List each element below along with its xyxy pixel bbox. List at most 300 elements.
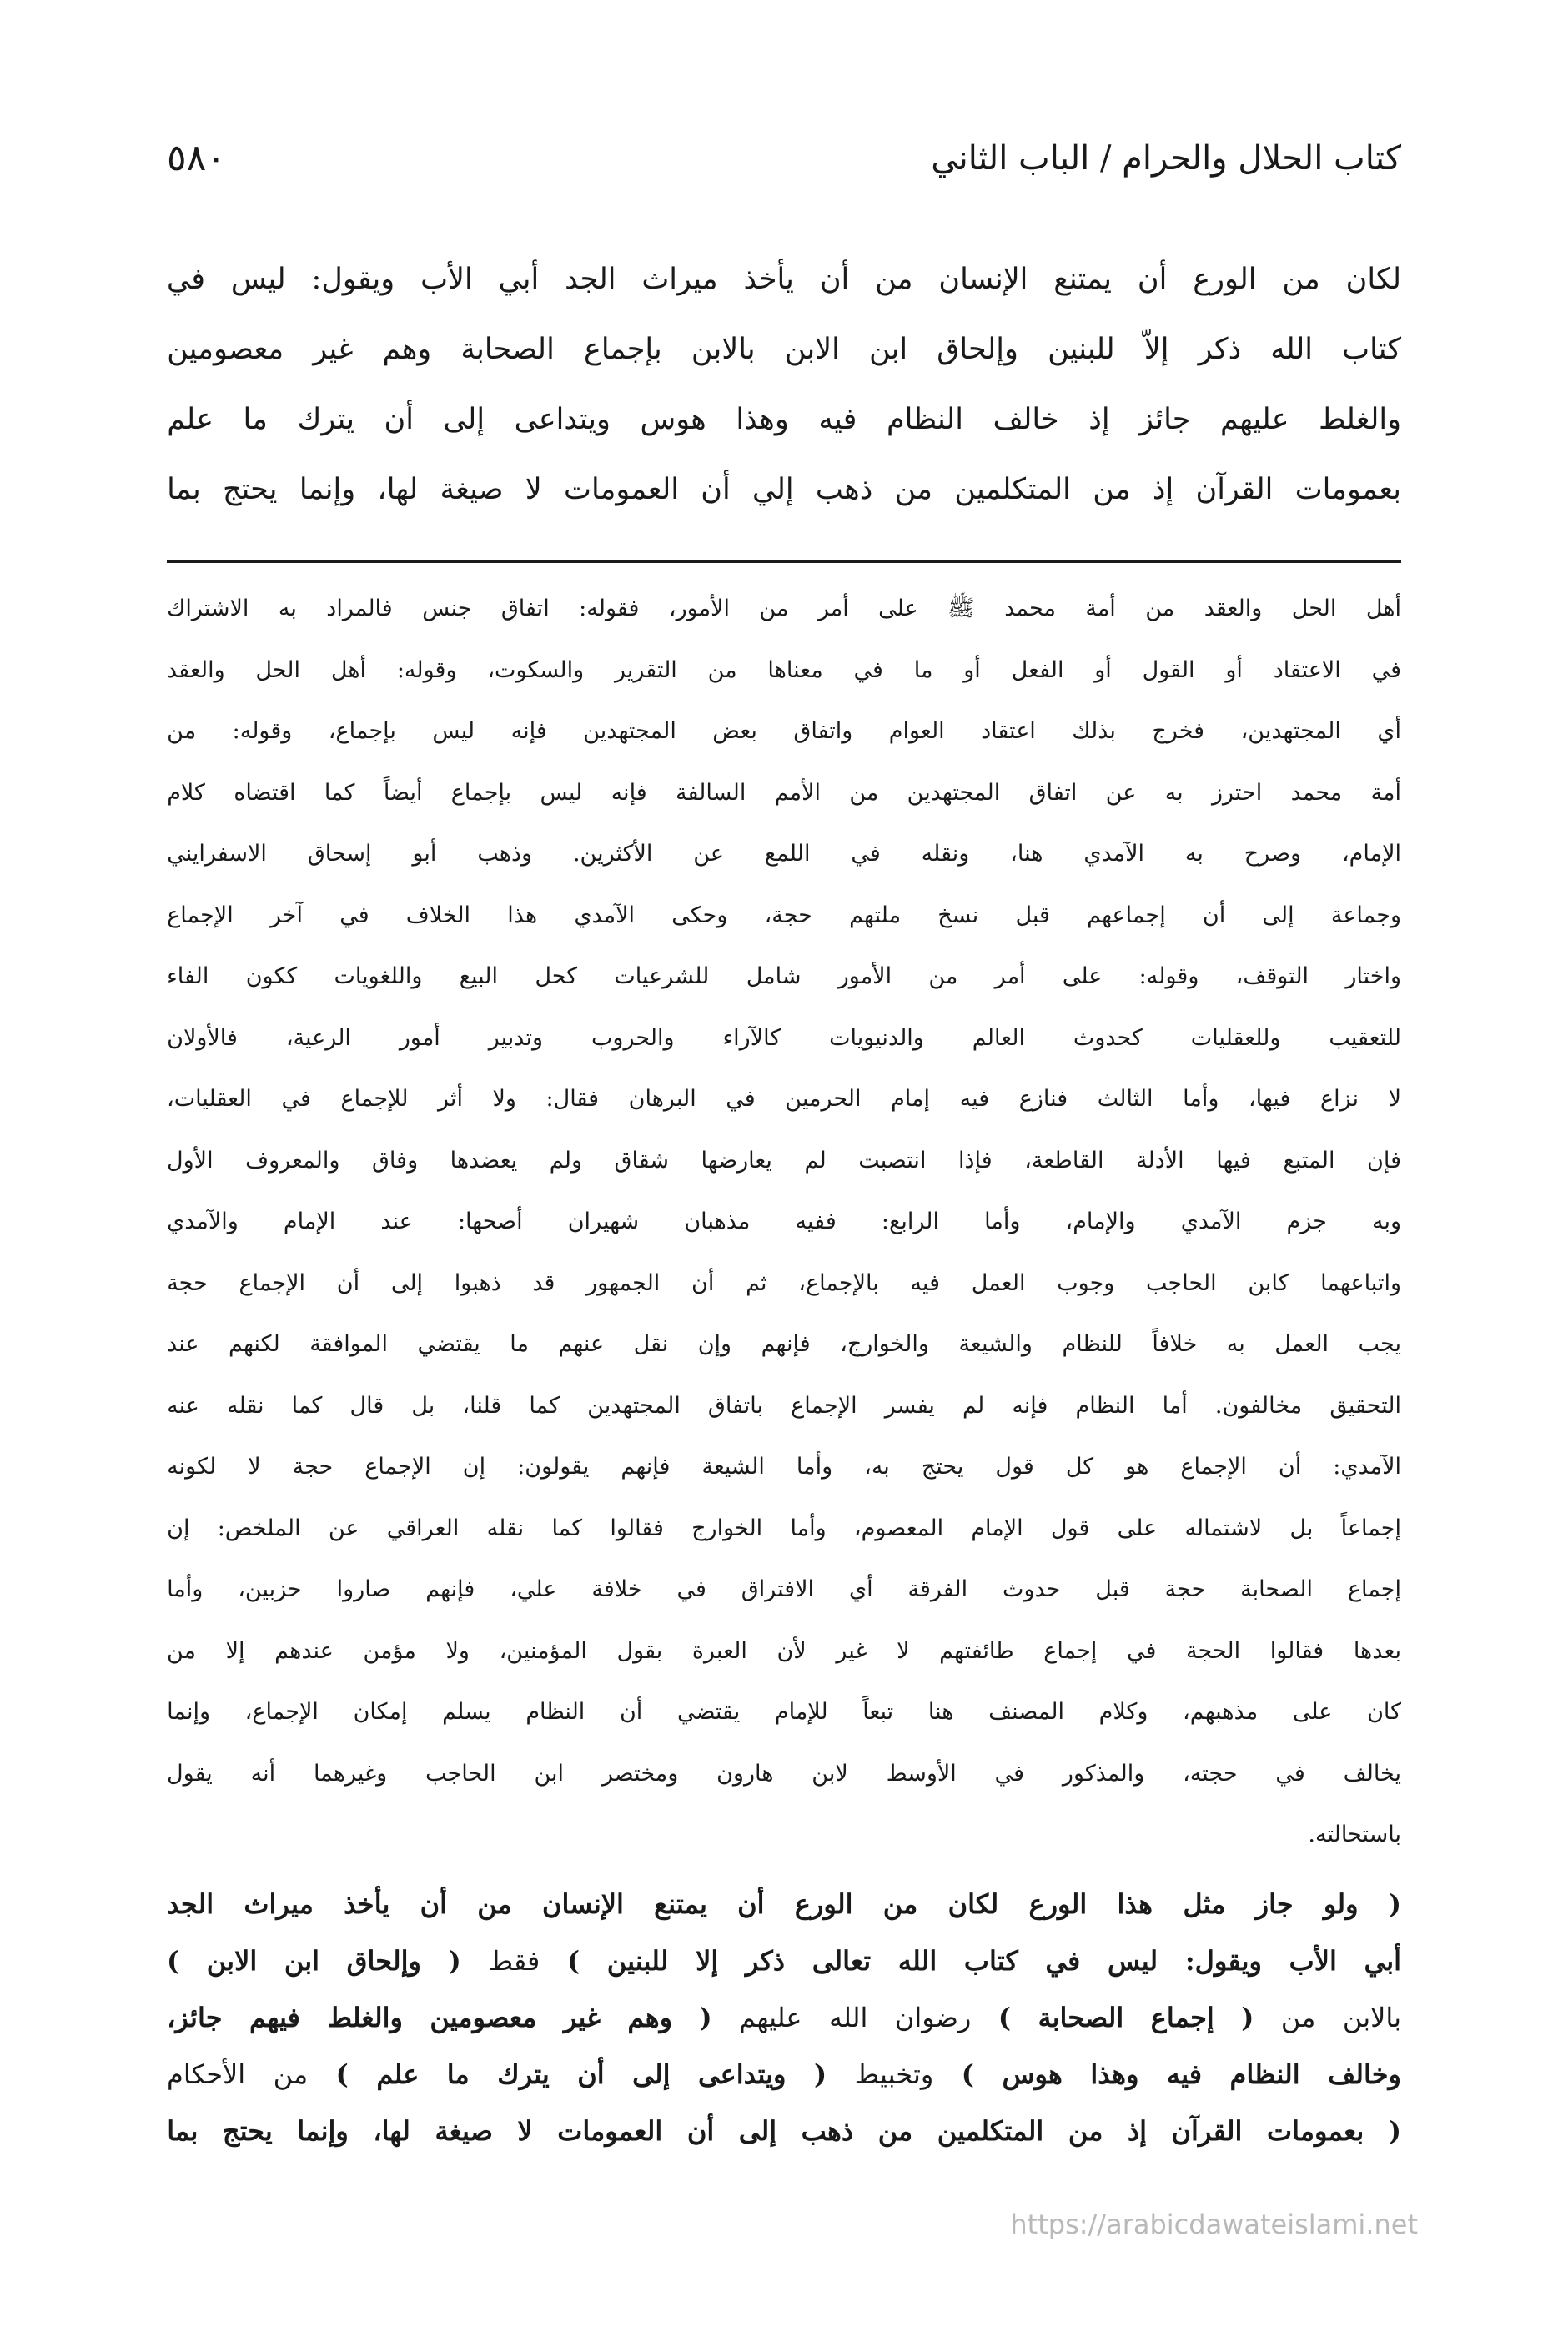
word: كل [1065, 1454, 1094, 1480]
footnote-line [167, 1319, 1401, 1370]
word: الصحابة [1240, 1576, 1313, 1602]
word: الحل [1291, 596, 1337, 621]
footnote-line [167, 1504, 1401, 1554]
word: الأكثرين. [572, 841, 653, 867]
word: جائز، [167, 2002, 223, 2033]
word: الإمام [283, 1209, 336, 1234]
word: أمور [399, 1024, 440, 1051]
main-line [167, 460, 1401, 519]
word: يأخذ [344, 1888, 390, 1920]
word: بإجماع [583, 333, 662, 366]
word: نقل [633, 1331, 669, 1357]
word: الحاجب [1146, 1269, 1217, 1296]
word: أن [420, 1888, 447, 1920]
word: فيها [1216, 1147, 1251, 1174]
word: ميراث [641, 263, 718, 296]
word: أما [1162, 1392, 1188, 1419]
word: أبي [1364, 1945, 1401, 1977]
word: معناها [767, 656, 823, 683]
word: وقوله: [396, 656, 457, 683]
word: ) [961, 2058, 974, 2090]
word: في [1275, 1760, 1305, 1787]
word: أمة [1085, 596, 1116, 621]
word: قلنا، [462, 1392, 502, 1419]
word: محمد [1290, 779, 1343, 806]
word: ابن [869, 333, 908, 366]
word: حجته، [1183, 1760, 1238, 1787]
word: والعقد [1204, 596, 1263, 621]
word: الفاء [167, 963, 209, 989]
word: ( [1388, 1888, 1401, 1920]
word: الورع [1028, 1888, 1088, 1920]
word: يحتج [222, 2115, 273, 2147]
word: يحتج [921, 1454, 964, 1480]
word: إلا [225, 1637, 245, 1664]
footnote-line [167, 1074, 1401, 1124]
word: ذهب [801, 2115, 854, 2147]
word: وجوب [1057, 1269, 1115, 1296]
word: قبل [1015, 902, 1050, 928]
word: الإجماع [1180, 1454, 1247, 1480]
word: بل [411, 1392, 435, 1419]
footnote-line [167, 891, 1401, 941]
word: الآمدي [574, 902, 636, 928]
commentary-line [167, 2103, 1401, 2159]
word: فالأولان [167, 1024, 238, 1051]
word: فالمراد [326, 596, 393, 621]
word: الإمام [971, 1515, 1023, 1541]
word: أي [1377, 718, 1401, 744]
word: العوام [888, 718, 945, 744]
word: بقول [616, 1637, 663, 1664]
word: ( [813, 2058, 827, 2090]
word: قد [532, 1269, 555, 1296]
word: علي، [510, 1576, 557, 1602]
word: والعقد [167, 656, 225, 683]
footnote-line [167, 1259, 1401, 1309]
word: أن [819, 263, 850, 296]
word: ) [566, 1945, 580, 1977]
word: للبنين [1048, 333, 1115, 366]
commentary-line [167, 1933, 1401, 1988]
word: إلى [632, 2058, 671, 2090]
word: إجماع [1347, 1576, 1401, 1602]
word: فإن [1367, 1147, 1401, 1174]
word: المجتهدين [587, 1392, 681, 1419]
word: حدوث [1003, 1576, 1061, 1602]
word: هنا، [1010, 841, 1043, 867]
word: اعتقاد [981, 718, 1036, 744]
word: كحدوث [1073, 1024, 1143, 1051]
word: الإمام، [1341, 841, 1401, 867]
word: يخالف [1343, 1760, 1401, 1787]
word: وخالف [1328, 2058, 1401, 2090]
word: وإن [697, 1331, 732, 1357]
word: أصحها: [457, 1209, 523, 1234]
word: هوس [1002, 2058, 1063, 2090]
word: الحجة [1186, 1637, 1241, 1664]
word: كان [1367, 1699, 1401, 1725]
word: لابن [812, 1760, 848, 1787]
word: والإمام، [1065, 1209, 1136, 1234]
word: الثالث [1097, 1086, 1153, 1112]
word: صاروا [336, 1576, 391, 1602]
word: بذلك [1072, 718, 1116, 744]
word: لكان [947, 1888, 999, 1920]
word: وحكى [671, 902, 728, 928]
word: ( [699, 2002, 712, 2033]
word: التحقيق [1329, 1392, 1401, 1419]
word: إلى [390, 1269, 424, 1296]
word: المتبع [1283, 1147, 1335, 1174]
word: بعض [712, 718, 757, 744]
word: الآمدي: [1333, 1454, 1401, 1480]
word: يترك [297, 403, 354, 436]
footnote-line [167, 1565, 1401, 1615]
word: شامل [746, 963, 802, 989]
word: فقوله: [579, 596, 640, 621]
word: يأخذ [743, 263, 794, 296]
word: في [1045, 1945, 1081, 1977]
word: عليهم [1220, 403, 1289, 436]
word: فقالوا [610, 1515, 664, 1541]
word: جنس [422, 596, 472, 621]
word: فإنه [510, 718, 547, 744]
word: ولو [1323, 1888, 1359, 1920]
word: والمذكور [1062, 1760, 1145, 1787]
word: لا [517, 2115, 533, 2147]
word: من [1068, 2115, 1103, 2147]
word: في [726, 1086, 756, 1112]
word: يعضدها [450, 1147, 518, 1174]
word: لا [897, 1637, 910, 1664]
word: فيهم [249, 2002, 300, 2033]
word: الخوارج [691, 1515, 763, 1541]
word: ولا [445, 1637, 470, 1664]
word: هذا [507, 902, 538, 928]
word: وإلحاق [937, 333, 1018, 366]
word: إلى [443, 403, 485, 436]
footnote-line [167, 1626, 1401, 1676]
word: يجب [1358, 1331, 1401, 1357]
commentary-line [167, 1877, 1401, 1932]
word: ولم [549, 1147, 582, 1174]
word: بعدها [1353, 1637, 1401, 1664]
word: العمومات [564, 473, 679, 506]
word: هو [1125, 1454, 1149, 1480]
word: اللمع [764, 841, 811, 867]
word: السالفة [676, 779, 746, 806]
footnote-line [167, 1442, 1401, 1492]
word: المعصوم، [853, 1515, 944, 1541]
word: المصنف [988, 1699, 1064, 1725]
word: أن [577, 2058, 605, 2090]
word: باستحالته. [1308, 1822, 1401, 1847]
word: العالم [972, 1024, 1025, 1051]
word: ولا [492, 1086, 516, 1112]
word: يقول [167, 1760, 213, 1787]
word: ) [167, 1945, 180, 1977]
word: الآمدي [1180, 1209, 1242, 1234]
word: إلي [752, 473, 794, 506]
word: أن [1202, 902, 1226, 928]
word: الأدلة [1136, 1147, 1184, 1174]
word: من [273, 2058, 309, 2090]
word: تبعاً [862, 1699, 894, 1725]
word: في [281, 1086, 311, 1112]
word: وهم [382, 333, 432, 366]
word: لكان [1345, 263, 1401, 296]
word: وإنما [167, 1699, 210, 1725]
word: في [1371, 656, 1401, 683]
word: ذكر [1198, 333, 1242, 366]
word: معصومين [167, 333, 284, 366]
word: تعالى [812, 1945, 872, 1977]
word: والخوارج، [840, 1331, 929, 1357]
word: في [994, 1760, 1025, 1787]
word: وقوله: [232, 718, 293, 744]
word: لا [525, 473, 542, 506]
word: خلافاً [1152, 1331, 1198, 1357]
word: ويتداعى [514, 403, 611, 436]
word: لم [962, 1392, 985, 1419]
word: من [167, 1637, 197, 1664]
word: التوقف، [1235, 963, 1309, 989]
word: من [882, 1888, 918, 1920]
word: يسلم [442, 1699, 491, 1725]
word: عليهم [739, 2002, 802, 2033]
word: العقليات، [167, 1086, 252, 1112]
word: قول [995, 1454, 1034, 1480]
word: به [1184, 841, 1204, 867]
word: والسكوت، [487, 656, 585, 683]
word: الافتراق [741, 1576, 815, 1602]
word: فإنهم [621, 1454, 671, 1480]
watermark: https://arabicdawateislami.net [1010, 2209, 1418, 2240]
word: وإنما [299, 473, 356, 506]
word: الإجماع [167, 902, 234, 928]
word: الأب [420, 263, 473, 296]
main-line [167, 390, 1401, 449]
word: باتفاق [707, 1392, 764, 1419]
word: الإجماع [239, 1269, 306, 1296]
word: وقوله: [1138, 963, 1199, 989]
word: العمومات [557, 2115, 663, 2147]
word: لكونه [167, 1454, 217, 1480]
footnote-line [167, 706, 1401, 756]
word: وصرح [1244, 841, 1302, 867]
word: هارون [716, 1760, 774, 1787]
word: الصحابة [1038, 2002, 1124, 2033]
word: من [877, 2115, 913, 2147]
word: أن [686, 2115, 715, 2147]
word: هنا [927, 1699, 954, 1725]
word: أبي [498, 263, 540, 296]
word: من [1280, 2002, 1316, 2033]
word: الإجماع [364, 1454, 431, 1480]
word: فنازع [1018, 1086, 1068, 1112]
word: أمة [1370, 779, 1401, 806]
word: من [875, 263, 913, 296]
word: كما [529, 1392, 560, 1419]
word: الشيعة [701, 1454, 765, 1480]
word: بعمومات [1294, 473, 1401, 506]
word: احترز [1211, 779, 1263, 806]
word: التقرير [614, 656, 677, 683]
word: المتكلمين [954, 473, 1071, 506]
word: رضوان [894, 2002, 972, 2033]
word: في [853, 656, 883, 683]
word: مؤمن [363, 1637, 416, 1664]
word: للبنين [606, 1945, 669, 1977]
word: والغلط [1319, 403, 1401, 436]
word: فيها، [1248, 1086, 1291, 1112]
word: في [676, 1576, 706, 1602]
word: اتفاق [1028, 779, 1078, 806]
word: لها، [373, 2115, 410, 2147]
word: للتعقيب [1329, 1024, 1401, 1051]
word: ذهبوا [454, 1269, 501, 1296]
word: وبه [1371, 1209, 1401, 1234]
word: الابن [206, 1945, 258, 1977]
word: صيغة [435, 2115, 493, 2147]
word: من [1093, 473, 1131, 506]
word: بل [1289, 1515, 1314, 1541]
word: وجماعة [1330, 902, 1401, 928]
word: ( [448, 1945, 461, 1977]
word: ( [1388, 2115, 1401, 2147]
word: ليس [432, 718, 475, 744]
word: في [851, 841, 881, 867]
word: الملخص: [217, 1515, 301, 1541]
word: فقال: [545, 1086, 600, 1112]
word: مذهبهم، [1183, 1699, 1259, 1725]
word: إسحاق [307, 841, 372, 867]
word: عن [328, 1515, 359, 1541]
word: كالآراء [722, 1024, 781, 1051]
word: حجة [167, 1269, 208, 1296]
word: وغيرهما [313, 1760, 388, 1787]
word: ) [998, 2002, 1011, 2033]
word: خالف [993, 403, 1059, 436]
word: عنهم [558, 1331, 605, 1357]
word: ما [446, 2058, 470, 2090]
word: الأب [1289, 1945, 1337, 1977]
word: فإنهم [761, 1331, 811, 1357]
word: به [1164, 779, 1184, 806]
word: في [1126, 1637, 1157, 1664]
footnote-line [167, 1381, 1401, 1431]
word: هذا [1117, 1888, 1153, 1920]
word: لكنهم [229, 1331, 280, 1357]
word: ليس [1107, 1945, 1158, 1977]
word: ثم [746, 1269, 767, 1296]
word: الجمهور [586, 1269, 661, 1296]
word: الابن [784, 333, 840, 366]
word: غير [836, 1637, 867, 1664]
word: الصحابة [460, 333, 555, 366]
word: القاطعة، [1024, 1147, 1104, 1174]
word: الخلاف [405, 902, 471, 928]
word: قال [349, 1392, 384, 1419]
word: وهذا [1090, 2058, 1139, 2090]
word: إن [462, 1454, 486, 1480]
word: كتاب [1342, 333, 1401, 366]
word: النظام [886, 403, 963, 436]
footnote-line [167, 1197, 1401, 1247]
word: حزبين، [238, 1576, 302, 1602]
word: على [1062, 963, 1103, 989]
word: الأول [167, 1147, 214, 1174]
word: العمل [1274, 1331, 1329, 1357]
word: إذ [1127, 2115, 1147, 2147]
word: البيع [459, 963, 499, 989]
word: ليس [230, 263, 286, 296]
word: ( [1241, 2002, 1254, 2033]
footnote-line [167, 952, 1401, 1002]
word: ويقول: [311, 263, 395, 296]
word: قول [1050, 1515, 1090, 1541]
word: قبل [1095, 1576, 1130, 1602]
word: إجماع [1150, 2002, 1214, 2033]
word: الآمدي [1083, 841, 1145, 867]
word: عند [167, 1331, 199, 1357]
word: إجماعهم [1087, 902, 1166, 928]
word: ذكر [745, 1945, 786, 1977]
word: يقتضي [676, 1699, 741, 1725]
word: مذهبان [684, 1209, 751, 1234]
word: ذهب [815, 473, 873, 506]
word: النظام [1075, 1392, 1135, 1419]
word: واتفاق [793, 718, 853, 744]
word: مثل [1183, 1888, 1226, 1920]
word: بما [167, 473, 201, 506]
word: صيغة [440, 473, 504, 506]
word: المجتهدين، [1240, 718, 1341, 744]
word: من [759, 596, 789, 621]
word: بإجماع [450, 779, 512, 806]
word: كلام [167, 779, 205, 806]
word: فيه [910, 1269, 940, 1296]
word: الإنسان [542, 1888, 624, 1920]
word: بما [167, 2115, 199, 2147]
word: أن [691, 1269, 715, 1296]
word: إلى [1262, 902, 1294, 928]
word: في [167, 263, 205, 296]
word: وهذا [736, 403, 789, 436]
word: الأحكام [167, 2058, 246, 2090]
word: إلاّ [1143, 333, 1169, 366]
commentary-line [167, 1990, 1401, 2045]
word: أمر [994, 963, 1026, 989]
word: يعارضها [701, 1147, 772, 1174]
word: وتدبير [488, 1024, 544, 1051]
word: كما [551, 1515, 583, 1541]
footnote-line [167, 1013, 1401, 1063]
word: شقاق [614, 1147, 669, 1174]
word: إجماعاً [1340, 1515, 1401, 1541]
word: والحروب [591, 1024, 675, 1051]
word: الورع [1193, 263, 1257, 296]
word: وللعقليات [1190, 1024, 1281, 1051]
word: الجد [565, 263, 616, 296]
word: لاشتماله [1184, 1515, 1263, 1541]
word: أيضاً [383, 779, 423, 806]
word: يقتضي [417, 1331, 480, 1357]
footnote-line [167, 1687, 1401, 1737]
footnote-line [167, 1749, 1401, 1799]
word: معصومين [430, 2002, 537, 2033]
